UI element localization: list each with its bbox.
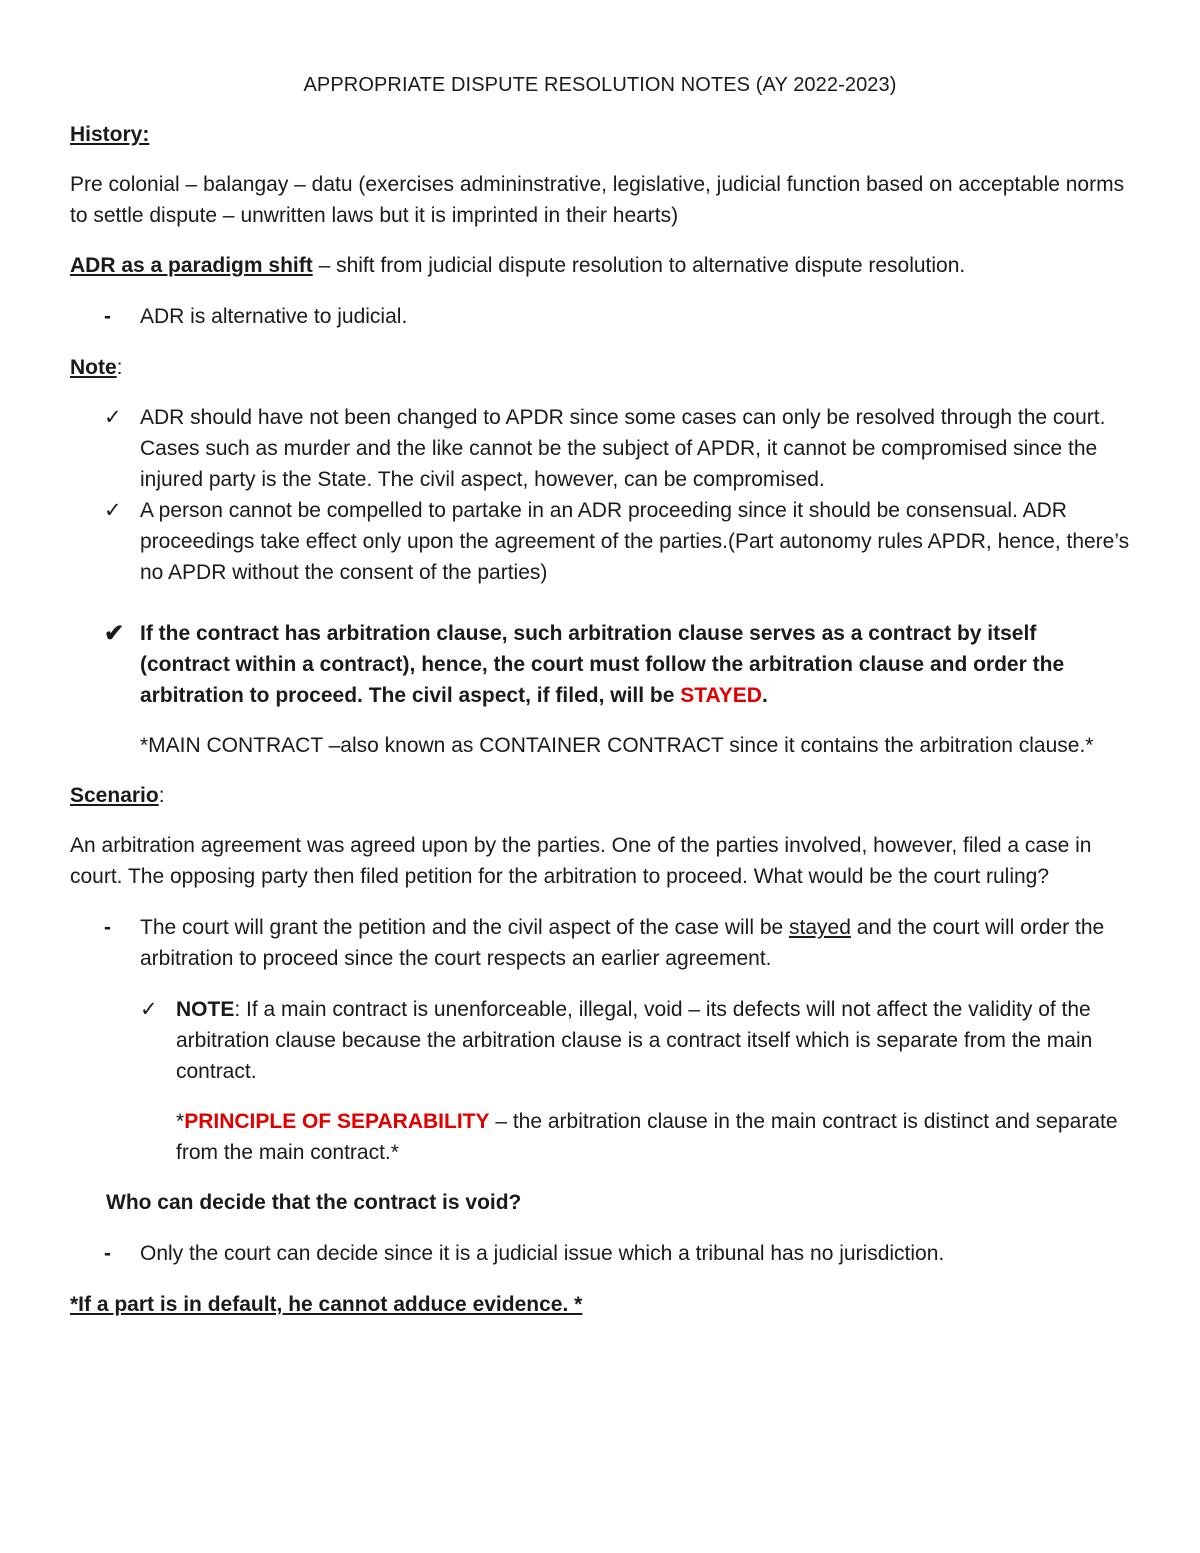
adr-heading: ADR as a paradigm shift: [70, 254, 313, 277]
ruling-post: and the court will order the arbitration to proceed since the court respects an earlier agreement.: [140, 916, 1105, 970]
scenario-heading-line: [70, 780, 1130, 811]
note-item-text: ADR should have not been changed to APDR since some cases can only be resolved through the court. Cases such as murder and the like cannot be the subject of APDR, it cannot be compromised since the injured party is the State. The civil aspect, however, can be compromised.: [140, 406, 1106, 491]
note-item-1: [70, 402, 1130, 495]
adr-paragraph: [70, 250, 1130, 281]
history-text: Pre colonial – balangay – datu (exercises admininstrative, legislative, judicial function based on acceptable norms to settle dispute – unwritten laws but it is imprinted in their hearts): [70, 173, 1125, 227]
adr-bullet-text: ADR is alternative to judicial.: [140, 305, 408, 328]
note-body: : If a main contract is unenforceable, illegal, void – its defects will not affect the validity of the arbitration clause because the arbitration clause is a contract itself which is separate from the main contract.: [176, 998, 1093, 1083]
note-item-2: [70, 495, 1130, 588]
note-colon: :: [116, 356, 123, 379]
principle-text: – the arbitration clause in the main contract is distinct and separate from the main contract.*: [176, 1110, 1118, 1164]
document-page: [70, 70, 1130, 1320]
principle-star: *: [176, 1110, 185, 1133]
history-heading: History:: [70, 123, 150, 146]
separability-note-text: [176, 994, 1130, 1087]
scenario-heading: Scenario: [70, 784, 159, 807]
scenario-ruling: [70, 912, 1130, 974]
note-label: NOTE: [176, 998, 235, 1021]
scenario-text: An arbitration agreement was agreed upon by the parties. One of the parties involved, however, filed a case in court. The opposing party then filed petition for the arbitration to proceed. What would be the court ruling?: [70, 834, 1092, 888]
stayed-highlight: STAYED: [680, 684, 762, 707]
note-item-bold: [70, 618, 1130, 711]
principle-highlight: PRINCIPLE OF SEPARABILITY: [184, 1110, 490, 1133]
history-section: [70, 119, 1130, 150]
check-icon: ✓: [140, 998, 158, 1021]
note-item-text: A person cannot be compelled to partake in an ADR proceeding since it should be consensual. ADR proceedings take effect only upon the agreement of the parties.(Part autonomy rules APDR, hence, there’s no APDR without the consent of the parties): [140, 499, 1130, 584]
ruling-text: [140, 912, 1130, 974]
scenario-colon: :: [158, 784, 165, 807]
note-heading-line: [70, 352, 1130, 383]
check-bold-icon: ✔: [104, 620, 125, 647]
note-bold-text: If the contract has arbitration clause, such arbitration clause serves as a contract by itself (contract within a contract), hence, the court must follow the arbitration clause and order the arbitration to proceed. The civil aspect, if filed, will be: [140, 622, 1065, 707]
who-answer: Only the court can decide since it is a judicial issue which a tribunal has no jurisdiction.: [140, 1242, 945, 1265]
note-heading: Note: [70, 356, 117, 379]
adr-bullet: [70, 301, 1130, 332]
who-answer-row: [70, 1238, 1130, 1269]
stayed-underlined: stayed: [789, 916, 851, 939]
ruling-pre: The court will grant the petition and the civil aspect of the case will be: [140, 916, 790, 939]
main-contract-note: *MAIN CONTRACT –also known as CONTAINER CONTRACT since it contains the arbitration clause.*: [140, 734, 1094, 757]
note-bold-item: [140, 618, 1130, 711]
principle-paragraph: [176, 1106, 1130, 1168]
dash-bullet-icon: -: [104, 1242, 111, 1265]
dash-bullet-icon: -: [104, 305, 111, 328]
who-question: Who can decide that the contract is void?: [106, 1191, 522, 1214]
check-icon: ✓: [104, 499, 122, 522]
adr-text: – shift from judicial dispute resolution to alternative dispute resolution.: [312, 254, 966, 277]
note-bold-end: .: [761, 684, 768, 707]
document-title: APPROPRIATE DISPUTE RESOLUTION NOTES (AY 2022-2023): [303, 74, 897, 96]
dash-bullet-icon: -: [104, 916, 111, 939]
check-icon: ✓: [104, 406, 122, 429]
separability-note: [140, 994, 1130, 1087]
default-evidence-note: *If a part is in default, he cannot adduce evidence. *: [70, 1293, 583, 1316]
